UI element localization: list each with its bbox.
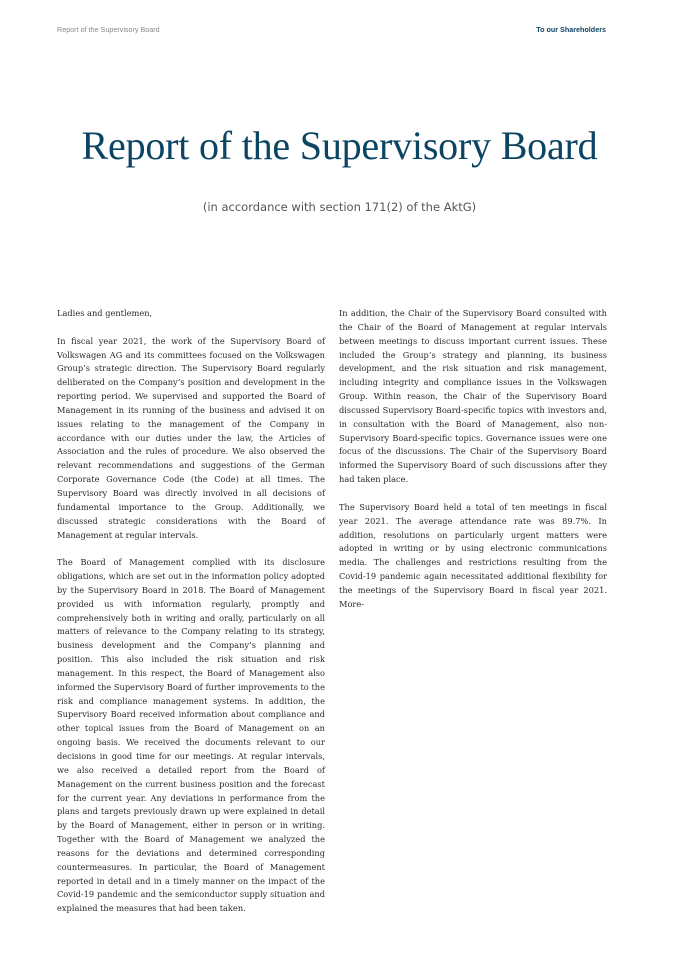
running-header-chapter: To our Shareholders	[536, 25, 606, 34]
greeting: Ladies and gentlemen,	[57, 308, 153, 318]
text-column-left	[57, 307, 325, 930]
running-header-section: Report of the Supervisory Board	[57, 25, 160, 34]
paragraph-1: In fiscal year 2021, the work of the Supervisory Board of Volkswagen AG and its committees focused on the Volkswagen Group’s strategic direction. The Supervisory Board regularly deliberated on the Company’s position and development in the reporting period. We supervised and supported the Board of Management in its running of the business and advised it on issues relating to the management of the Company in accordance with our duties under the law, the Articles of Association and the rules of procedure. We also observed the relevant recommendations and suggestions of the German Corporate Governance Code (the Code) at all times. The Supervisory Board was directly involved in all decisions of fundamental importance to the Group. Additionally, we discussed strategic considerations with the Board of Management at regular intervals.	[57, 335, 325, 540]
paragraph-3: In addition, the Chair of the Supervisory Board consulted with the Chair of the Board of Management at regular intervals between meetings to discuss important current issues. These included the Group’s strategy and planning, its business development, and the risk situation and risk management, including integrity and compliance issues in the Volkswagen Group. Within reason, the Chair of the Supervisory Board discussed Supervisory Board-specific topics with investors and, in consultation with the Board of Management, also non-Supervisory Board-specific topics. Governance issues were one focus of the discussions. The Chair of the Supervisory Board informed the Supervisory Board of such discussions after they had taken place.	[339, 308, 607, 485]
paragraph-2: The Board of Management complied with its disclosure obligations, which are set out in the information policy adopted by the Supervisory Board in 2018. The Board of Management provided us with information regularly, promptly and comprehensively both in writing and orally, particularly on all matters of relevance to the Company relating to its strategy, business development and the Company’s planning and position. This also included the risk situation and risk management. In this respect, the Board of Management also informed the Supervisory Board of further improvements to the risk and compliance management systems. In addition, the Supervisory Board received information about compliance and other topical issues from the Board of Management on an ongoing basis. We received the documents relevant to our decisions in good time for our meetings. At regular intervals, we also received a detailed report from the Board of Management on the current business position and the forecast for the current year. Any deviations in performance from the plans and targets previously drawn up were explained in detail by the Board of Management, either in person or in writing. Together with the Board of Management we analyzed the reasons for the deviations and determined corresponding countermeasures. In particular, the Board of Management reported in detail and in a timely manner on the impact of the Covid-19 pandemic and the semiconductor supply situation and explained the measures that had been taken.	[57, 557, 325, 914]
page-title: Report of the Supervisory Board	[81, 123, 598, 168]
paragraph-4: The Supervisory Board held a total of ten meetings in fiscal year 2021. The average attendance rate was 89.7%. In addition, resolutions on particularly urgent matters were adopted in writing or by using electronic communications media. The challenges and restrictions resulting from the Covid-19 pandemic again necessitated additional flexibility for the meetings of the Supervisory Board in fiscal year 2021. More-	[339, 501, 607, 609]
page-subtitle: (in accordance with section 171(2) of the AktG)	[202, 200, 477, 214]
text-column-right	[339, 307, 607, 625]
